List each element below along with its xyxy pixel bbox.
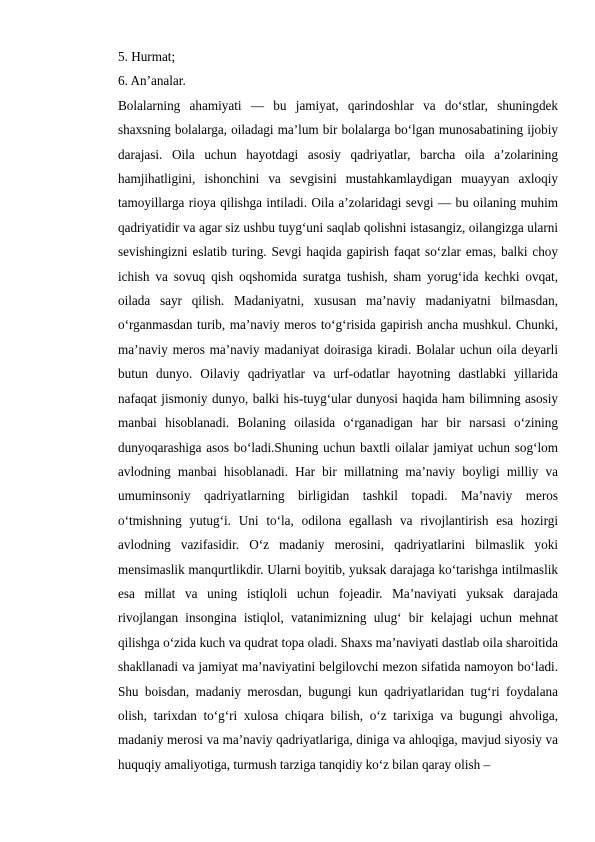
list-item-traditions: 6. An’analar. <box>118 73 186 89</box>
document-page <box>118 45 558 777</box>
body-paragraph: Bolalarning ahamiyati — bu jamiyat, qarindoshlar va do‘stlar, shuningdek shaxsning bolalarga, oiladagi ma’lum bir bolalarga bo‘lgan munosabatining ijobiy darajasi. Oila uchun hayotdagi asosiy qadriyatlar, barcha oila a’zolarining hamjihatligini, ishonchini va sevgisini mustahkamlaydigan muayyan axloqiy tamoyillarga rioya qilishga intiladi. Oila a’zolaridagi sevgi — bu oilaning muhim qadriyatidir va agar siz ushbu tuyg‘uni saqlab qolishni istasangiz, oilangizga ularni sevishingizni eslatib turing. Sevgi haqida gapirish faqat so‘zlar emas, balki choy ichish va sovuq qish oqshomida suratga tushish, sham yorug‘ida kechki ovqat, oilada sayr qilish. Madaniyatni, xususan ma’naviy madaniyatni bilmasdan, o‘rganmasdan turib, ma’naviy meros to‘g‘risida gapirish ancha mushkul. Chunki, ma’naviy meros ma’naviy madaniyat doirasiga kiradi. Bolalar uchun oila deyarli butun dunyo. Oilaviy qadriyatlar va urf-odatlar hayotning dastlabki yillarida nafaqat jismoniy dunyo, balki his-tuyg‘ular dunyosi haqida ham bilimning asosiy manbai hisoblanadi. Bolaning oilasida o‘rganadigan har bir narsasi o‘zining dunyoqarashiga asos bo‘ladi.Shuning uchun baxtli oilalar jamiyat uchun sog‘lom avlodning manbai hisoblanadi. Har bir millatning ma’naviy boyligi milliy va umuminsoniy qadriyatlarning birligidan tashkil topadi. Ma’naviy meros o‘tmishning yutug‘i. Uni to‘la, odilona egallash va rivojlantirish esa hozirgi avlodning vazifasidir. O‘z madaniy merosini, qadriyatlarini bilmaslik yoki mensimaslik manqurtlikdir. Ularni boyitib, yuksak darajaga ko‘tarishga intilmaslik esa millat va uning istiqloli uchun fojeadir. Ma’naviyati yuksak darajada rivojlangan insongina istiqlol, vatanimizning ulug‘ bir kelajagi uchun mehnat qilishga o‘zida kuch va qudrat topa oladi. Shaxs ma’naviyati dastlab oila sharoitida shakllanadi va jamiyat ma’naviyatini belgilovchi mezon sifatida namoyon bo‘ladi. Shu boisdan, madaniy merosdan, bugungi kun qadriyatlaridan tug‘ri foydalana olish, tarixdan to‘g‘ri xulosa chiqara bilish, o‘z tarixiga va bugungi ahvoliga, madaniy merosi va ma’naviy qadriyatlariga, diniga va ahloqiga, mavjud siyosiy va huquqiy amaliyotiga, turmush tarziga tanqidiy ko‘z bilan qaray olish – <box>118 97 558 772</box>
list-item-respect: 5. Hurmat; <box>118 49 176 64</box>
